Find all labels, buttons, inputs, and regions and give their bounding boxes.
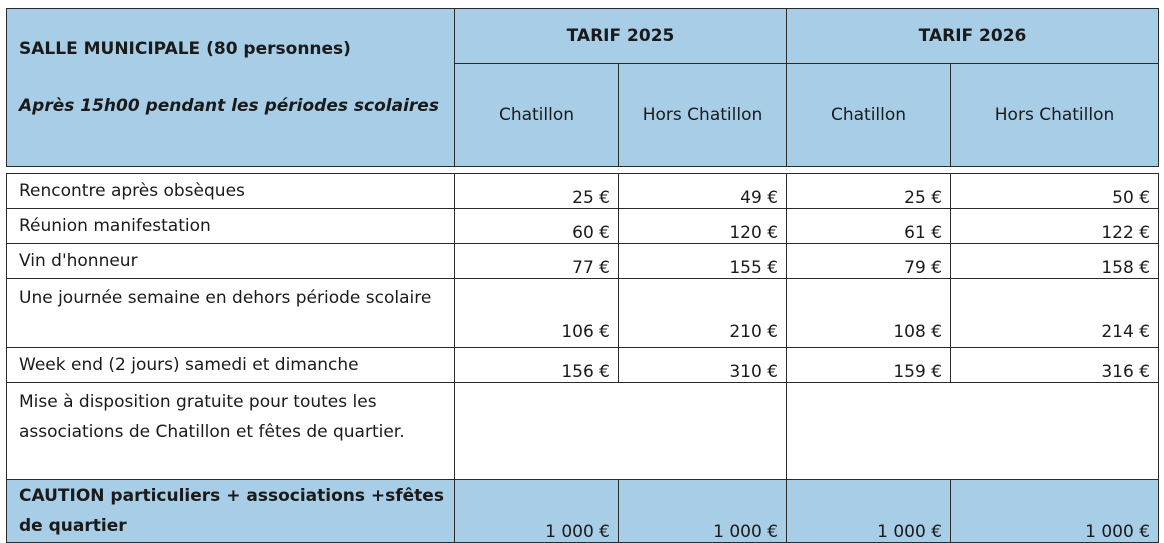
col-2026-chatillon: Chatillon <box>787 64 951 167</box>
table-row <box>7 348 1159 383</box>
table-row <box>7 174 1159 209</box>
table-row <box>7 279 1159 348</box>
price-cell: 310 € <box>619 348 787 383</box>
price-cell: 108 € <box>787 279 951 348</box>
price-cell: 61 € <box>787 209 951 244</box>
price-cell: 158 € <box>951 244 1159 279</box>
free-use-row <box>7 383 1159 480</box>
price-cell: 316 € <box>951 348 1159 383</box>
caution-cell: 1 000 € <box>787 480 951 543</box>
price-cell: 49 € <box>619 174 787 209</box>
price-cell: 120 € <box>619 209 787 244</box>
tariff-table-wrapper <box>6 8 1158 543</box>
price-cell: 122 € <box>951 209 1159 244</box>
col-2026-hors-chatillon: Hors Chatillon <box>951 64 1159 167</box>
price-cell: 156 € <box>455 348 619 383</box>
price-cell: 214 € <box>951 279 1159 348</box>
table-row <box>7 244 1159 279</box>
price-cell: 25 € <box>455 174 619 209</box>
empty-cell-2026 <box>787 383 1159 480</box>
caution-cell: 1 000 € <box>951 480 1159 543</box>
caution-cell: 1 000 € <box>619 480 787 543</box>
price-cell: 25 € <box>787 174 951 209</box>
price-cell: 106 € <box>455 279 619 348</box>
empty-cell-2025 <box>455 383 787 480</box>
row-label: Week end (2 jours) samedi et dimanche <box>7 348 455 383</box>
col-2025-chatillon: Chatillon <box>455 64 619 167</box>
year-2026-header: TARIF 2026 <box>787 9 1159 64</box>
table-title: SALLE MUNICIPALE (80 personnes) <box>19 39 351 59</box>
table-subtitle: Après 15h00 pendant les périodes scolaires <box>19 96 439 116</box>
price-cell: 155 € <box>619 244 787 279</box>
price-cell: 60 € <box>455 209 619 244</box>
price-cell: 79 € <box>787 244 951 279</box>
row-label: Vin d'honneur <box>7 244 455 279</box>
table-row <box>7 209 1159 244</box>
table-header-title-cell <box>7 9 455 167</box>
caution-row <box>7 480 1159 543</box>
year-2025-header: TARIF 2025 <box>455 9 787 64</box>
caution-label: CAUTION particuliers + associations +sfêtes de quartier <box>7 480 455 543</box>
col-2025-hors-chatillon: Hors Chatillon <box>619 64 787 167</box>
tariff-table <box>6 8 1159 543</box>
price-cell: 159 € <box>787 348 951 383</box>
row-label: Rencontre après obsèques <box>7 174 455 209</box>
row-label: Une journée semaine en dehors période scolaire <box>7 279 455 348</box>
caution-cell: 1 000 € <box>455 480 619 543</box>
price-cell: 210 € <box>619 279 787 348</box>
row-label: Réunion manifestation <box>7 209 455 244</box>
free-use-note: Mise à disposition gratuite pour toutes les associations de Chatillon et fêtes de quartier. <box>7 383 455 480</box>
price-cell: 50 € <box>951 174 1159 209</box>
price-cell: 77 € <box>455 244 619 279</box>
